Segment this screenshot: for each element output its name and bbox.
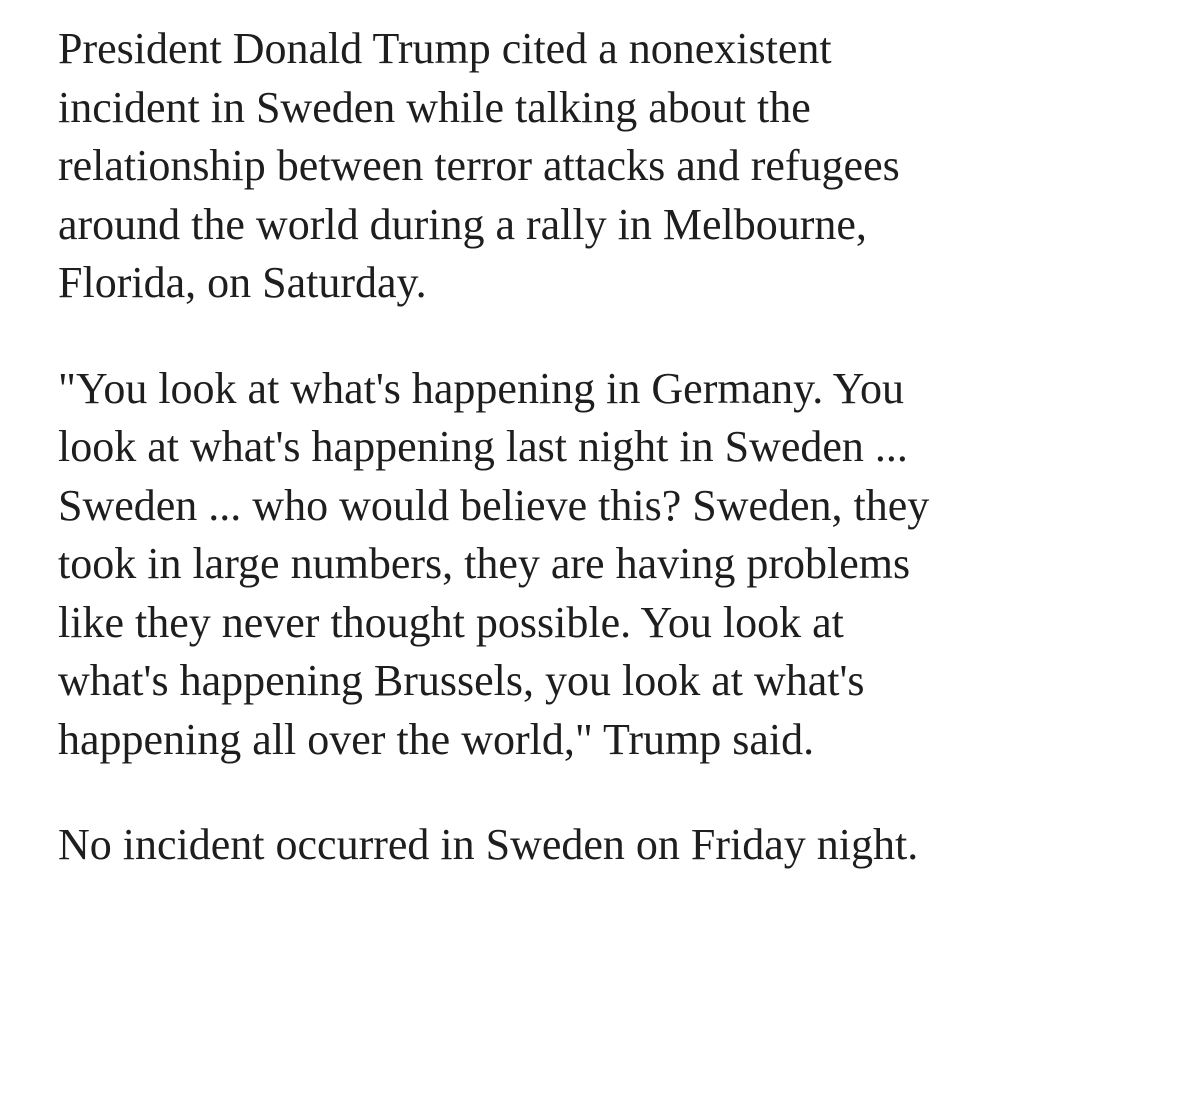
paragraph-line: Florida, on Saturday.: [58, 258, 427, 307]
paragraph-line: incident in Sweden while talking about the: [58, 82, 811, 132]
paragraph-line: happening all over the world," Trump said.: [58, 714, 815, 764]
paragraph-line: President Donald Trump cited a nonexistent: [58, 24, 832, 73]
paragraph-3: [58, 816, 1168, 875]
paragraph-line: "You look at what's happening in Germany. You: [58, 363, 904, 413]
paragraph-line: look at what's happening last night in Sweden ...: [58, 422, 908, 471]
paragraph-line: like they never thought possible. You look at: [58, 597, 844, 647]
paragraph-line: what's happening Brussels, you look at what's: [58, 656, 865, 705]
paragraph-line: around the world during a rally in Melbourne,: [58, 199, 867, 249]
paragraph-line: relationship between terror attacks and refugees: [58, 141, 900, 190]
paragraph-1: [58, 20, 1168, 313]
paragraph-line: took in large numbers, they are having problems: [58, 539, 911, 588]
paragraph-line: No incident occurred in Sweden on Friday night.: [58, 820, 919, 869]
article-body: [58, 20, 1168, 875]
paragraph-line: Sweden ... who would believe this? Sweden, they: [58, 480, 930, 530]
paragraph-2-quote: [58, 360, 1168, 770]
